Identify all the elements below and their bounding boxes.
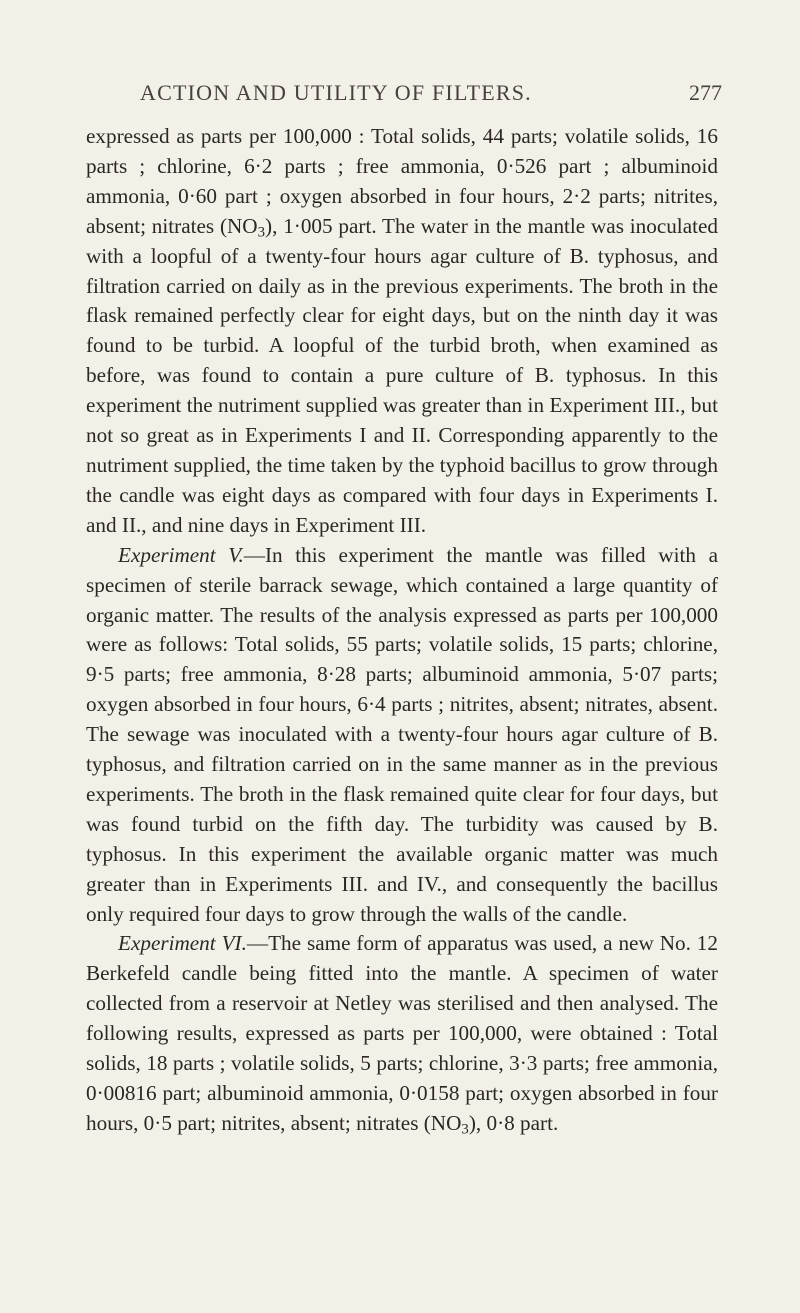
paragraph-1-text-b: ), 1·005 part. The water in the mantle was inoculated with a loopful of a twenty-four hours agar culture of B. typhosus, and filtration carried on daily as in the previous experiments. The broth in the flask remained perfectly clear for eight days, but on the ninth day it was found to be turbid. A loopful of the turbid broth, when examined as before, was found to contain a pure culture of B. typhosus. In this experiment the nutriment supplied was greater than in Experiment III., but not so great as in Experiments I and II. Corresponding apparently to the nutriment supplied, the time taken by the typhoid bacillus to grow through the candle was eight days as compared with four days in Experiments I. and II., and nine days in Experiment III. bbox=[86, 213, 718, 537]
running-title: ACTION AND UTILITY OF FILTERS. bbox=[140, 80, 532, 105]
experiment-v-heading: Experiment V. bbox=[118, 542, 244, 567]
running-head bbox=[120, 80, 722, 110]
paragraph-experiment-vi bbox=[86, 929, 718, 1138]
subscript-3: 3 bbox=[461, 1121, 469, 1138]
paragraph-1 bbox=[86, 122, 718, 541]
experiment-vi-text-a: —The same form of apparatus was used, a new No. 12 Berkefeld candle being fitted into the mantle. A specimen of water collected from a reservoir at Netley was sterilised and then analysed. The following results, expressed as parts per 100,000, were obtained : Total solids, 18 parts ; volatile solids, 5 parts; chlorine, 3·3 parts; free ammonia, 0·00816 part; albuminoid ammonia, 0·0158 part; oxygen absorbed in four hours, 0·5 part; nitrites, absent; nitrates (NO bbox=[86, 931, 718, 1135]
experiment-vi-text-b: ), 0·8 part. bbox=[468, 1110, 559, 1135]
subscript-3: 3 bbox=[257, 224, 266, 241]
paragraph-1-text-a: expressed as parts per 100,000 : Total solids, 44 parts; volatile solids, 16 parts ; chlorine, 6·2 parts ; free ammonia, 0·526 part ; albuminoid ammonia, 0·60 part ; oxygen absorbed in four hours, 2·2 parts; nitrites, absent; nitrates (NO bbox=[86, 124, 718, 238]
page-number: 277 bbox=[689, 80, 722, 105]
body-text bbox=[86, 122, 718, 1139]
experiment-vi-heading: Experiment VI. bbox=[118, 931, 247, 956]
experiment-v-text: —In this experiment the mantle was filled with a specimen of sterile barrack sewage, which contained a large quantity of organic matter. The results of the analysis expressed as parts per 100,000 were as follows: Total solids, 55 parts; volatile solids, 15 parts; chlorine, 9·5 parts; free ammonia, 8·28 parts; albuminoid ammonia, 5·07 parts; oxygen absorbed in four hours, 6·4 parts ; nitrites, absent; nitrates, absent. The sewage was inoculated with a twenty-four hours agar culture of B. typhosus, and filtration carried on in the same manner as in the previous experiments. The broth in the flask remained quite clear for four days, but was found turbid on the fifth day. The turbidity was caused by B. typhosus. In this experiment the available organic matter was much greater than in Experiments III. and IV., and consequently the bacillus only required four days to grow through the walls of the candle. bbox=[86, 542, 718, 926]
paragraph-experiment-v bbox=[86, 541, 718, 930]
